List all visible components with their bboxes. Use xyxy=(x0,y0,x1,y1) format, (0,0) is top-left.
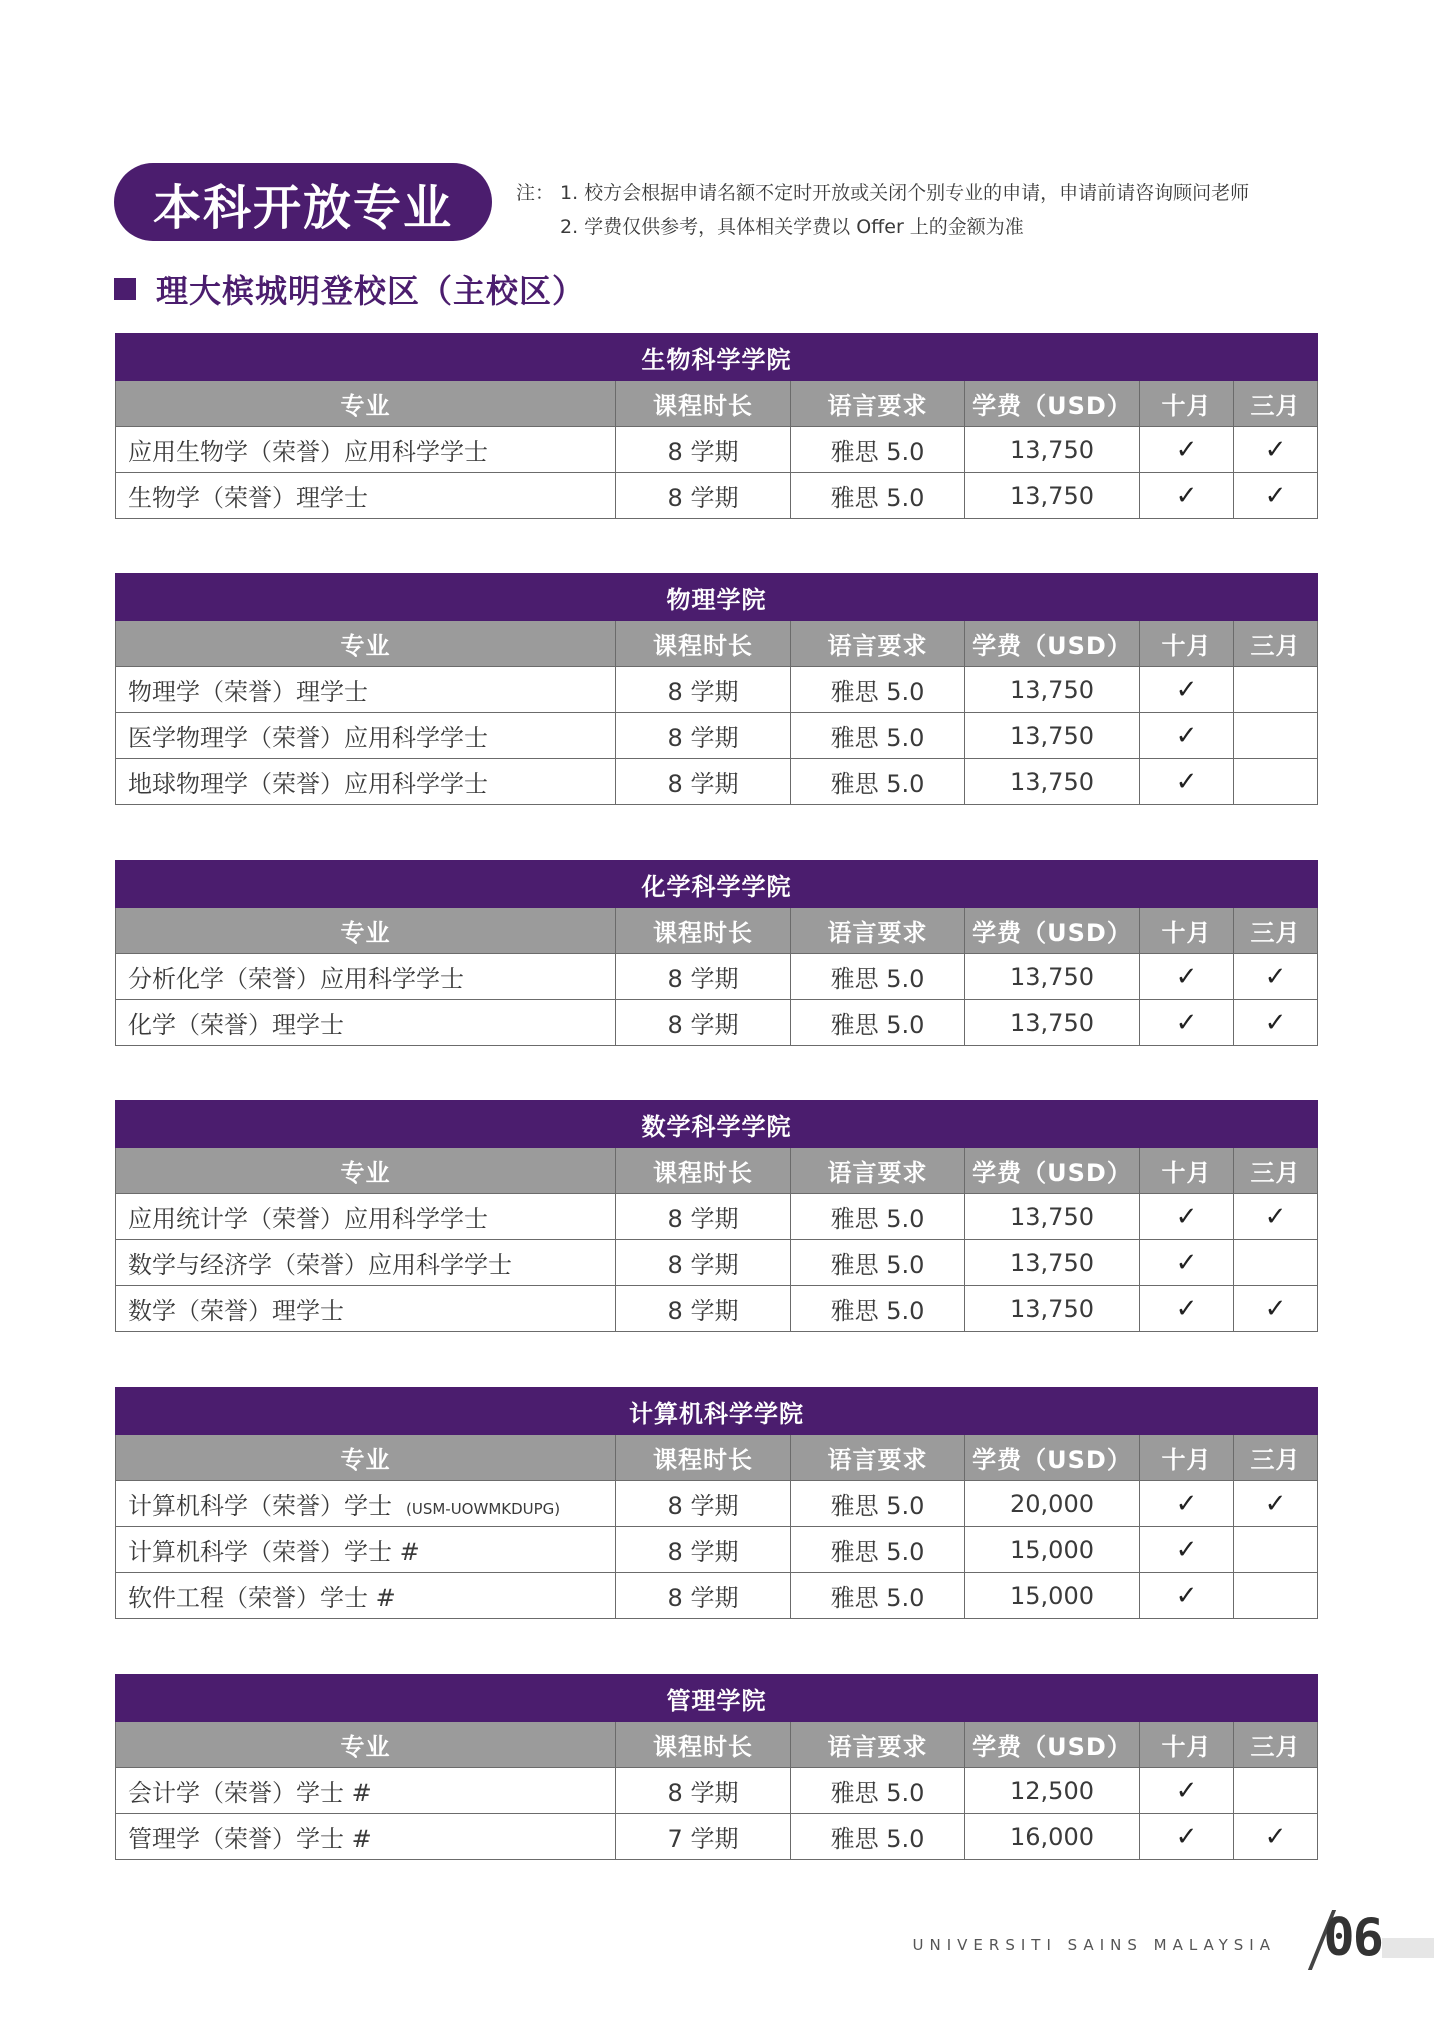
square-bullet-icon xyxy=(114,278,136,300)
table-row xyxy=(116,713,1318,759)
major-cell xyxy=(116,1240,616,1286)
october-intake-check-icon: ✓ xyxy=(1140,1000,1234,1046)
fee-cell: 13,750 xyxy=(965,713,1140,759)
table-header-row xyxy=(116,1435,1318,1481)
column-header-fee: 学费（USD） xyxy=(965,1435,1140,1481)
fee-cell: 15,000 xyxy=(965,1527,1140,1573)
major-name: 分析化学（荣誉）应用科学学士 xyxy=(128,965,464,993)
duration-cell: 8 学期 xyxy=(616,1481,791,1527)
major-cell xyxy=(116,667,616,713)
major-name: 医学物理学（荣誉）应用科学学士 xyxy=(128,724,488,752)
table-row xyxy=(116,1481,1318,1527)
fee-cell: 13,750 xyxy=(965,1240,1140,1286)
column-header-fee: 学费（USD） xyxy=(965,621,1140,667)
major-cell xyxy=(116,1768,616,1814)
october-intake-check-icon: ✓ xyxy=(1140,713,1234,759)
october-intake-check-icon: ✓ xyxy=(1140,1194,1234,1240)
duration-cell: 8 学期 xyxy=(616,713,791,759)
march-intake-check-icon xyxy=(1234,759,1318,805)
fee-cell: 20,000 xyxy=(965,1481,1140,1527)
major-cell xyxy=(116,713,616,759)
october-intake-check-icon: ✓ xyxy=(1140,1286,1234,1332)
column-header-duration: 课程时长 xyxy=(616,908,791,954)
column-header-major: 专业 xyxy=(116,1722,616,1768)
footer xyxy=(912,1904,1434,1974)
column-header-language: 语言要求 xyxy=(791,1722,965,1768)
march-intake-check-icon: ✓ xyxy=(1234,954,1318,1000)
october-intake-check-icon: ✓ xyxy=(1140,667,1234,713)
table-row xyxy=(116,427,1318,473)
major-name: 生物学（荣誉）理学士 xyxy=(128,484,368,512)
duration-cell: 8 学期 xyxy=(616,667,791,713)
column-header-major: 专业 xyxy=(116,381,616,427)
language-cell: 雅思 5.0 xyxy=(791,1481,965,1527)
major-cell xyxy=(116,1286,616,1332)
column-header-language: 语言要求 xyxy=(791,908,965,954)
language-cell: 雅思 5.0 xyxy=(791,954,965,1000)
language-cell: 雅思 5.0 xyxy=(791,1000,965,1046)
column-header-major: 专业 xyxy=(116,621,616,667)
major-cell xyxy=(116,1000,616,1046)
major-name: 管理学（荣誉）学士 # xyxy=(128,1825,372,1853)
column-header-mar: 三月 xyxy=(1234,1435,1318,1481)
school-name: 生物科学学院 xyxy=(116,334,1318,381)
table-row xyxy=(116,1194,1318,1240)
column-header-fee: 学费（USD） xyxy=(965,1722,1140,1768)
march-intake-check-icon: ✓ xyxy=(1234,1814,1318,1860)
october-intake-check-icon: ✓ xyxy=(1140,1814,1234,1860)
fee-cell: 13,750 xyxy=(965,954,1140,1000)
school-name: 管理学院 xyxy=(116,1675,1318,1722)
duration-cell: 8 学期 xyxy=(616,954,791,1000)
column-header-major: 专业 xyxy=(116,1148,616,1194)
duration-cell: 7 学期 xyxy=(616,1814,791,1860)
school-name: 计算机科学学院 xyxy=(116,1388,1318,1435)
column-header-language: 语言要求 xyxy=(791,381,965,427)
october-intake-check-icon: ✓ xyxy=(1140,1768,1234,1814)
duration-cell: 8 学期 xyxy=(616,759,791,805)
school-table xyxy=(115,1674,1318,1860)
language-cell: 雅思 5.0 xyxy=(791,1286,965,1332)
column-header-mar: 三月 xyxy=(1234,908,1318,954)
fee-cell: 12,500 xyxy=(965,1768,1140,1814)
language-cell: 雅思 5.0 xyxy=(791,1240,965,1286)
table-row xyxy=(116,954,1318,1000)
column-header-duration: 课程时长 xyxy=(616,1722,791,1768)
march-intake-check-icon: ✓ xyxy=(1234,427,1318,473)
school-table xyxy=(115,333,1318,519)
fee-cell: 13,750 xyxy=(965,1286,1140,1332)
table-header-row xyxy=(116,1722,1318,1768)
duration-cell: 8 学期 xyxy=(616,1000,791,1046)
major-name: 应用生物学（荣誉）应用科学学士 xyxy=(128,438,488,466)
table-header-row xyxy=(116,908,1318,954)
major-name: 计算机科学（荣誉）学士 xyxy=(128,1492,392,1520)
major-cell xyxy=(116,1573,616,1619)
campus-title: 理大槟城明登校区（主校区） xyxy=(156,272,586,310)
fee-cell: 13,750 xyxy=(965,473,1140,519)
column-header-mar: 三月 xyxy=(1234,1148,1318,1194)
table-row xyxy=(116,473,1318,519)
major-cell xyxy=(116,954,616,1000)
october-intake-check-icon: ✓ xyxy=(1140,759,1234,805)
duration-cell: 8 学期 xyxy=(616,473,791,519)
language-cell: 雅思 5.0 xyxy=(791,1527,965,1573)
school-table xyxy=(115,1387,1318,1619)
language-cell: 雅思 5.0 xyxy=(791,473,965,519)
major-cell xyxy=(116,1194,616,1240)
language-cell: 雅思 5.0 xyxy=(791,667,965,713)
column-header-language: 语言要求 xyxy=(791,1435,965,1481)
table-row xyxy=(116,667,1318,713)
column-header-duration: 课程时长 xyxy=(616,381,791,427)
column-header-fee: 学费（USD） xyxy=(965,908,1140,954)
table-row xyxy=(116,759,1318,805)
major-name: 地球物理学（荣誉）应用科学学士 xyxy=(128,770,488,798)
major-name: 数学（荣誉）理学士 xyxy=(128,1297,344,1325)
march-intake-check-icon xyxy=(1234,1573,1318,1619)
column-header-duration: 课程时长 xyxy=(616,1148,791,1194)
note-1: 1. 校方会根据申请名额不定时开放或关闭个别专业的申请，申请前请咨询顾问老师 xyxy=(560,182,1250,204)
notes xyxy=(516,176,1249,244)
table-row xyxy=(116,1527,1318,1573)
table-header-row xyxy=(116,621,1318,667)
table-row xyxy=(116,1000,1318,1046)
major-cell xyxy=(116,473,616,519)
language-cell: 雅思 5.0 xyxy=(791,1814,965,1860)
october-intake-check-icon: ✓ xyxy=(1140,954,1234,1000)
language-cell: 雅思 5.0 xyxy=(791,1573,965,1619)
footer-bar xyxy=(1382,1938,1434,1958)
duration-cell: 8 学期 xyxy=(616,1573,791,1619)
duration-cell: 8 学期 xyxy=(616,1240,791,1286)
column-header-oct: 十月 xyxy=(1140,908,1234,954)
duration-cell: 8 学期 xyxy=(616,427,791,473)
column-header-mar: 三月 xyxy=(1234,381,1318,427)
table-row xyxy=(116,1814,1318,1860)
language-cell: 雅思 5.0 xyxy=(791,1768,965,1814)
fee-cell: 13,750 xyxy=(965,1000,1140,1046)
major-name: 计算机科学（荣誉）学士 # xyxy=(128,1538,420,1566)
march-intake-check-icon: ✓ xyxy=(1234,1286,1318,1332)
table-row xyxy=(116,1286,1318,1332)
march-intake-check-icon: ✓ xyxy=(1234,1194,1318,1240)
major-name: 软件工程（荣誉）学士 # xyxy=(128,1584,396,1612)
column-header-language: 语言要求 xyxy=(791,621,965,667)
school-table xyxy=(115,573,1318,805)
march-intake-check-icon: ✓ xyxy=(1234,1000,1318,1046)
column-header-oct: 十月 xyxy=(1140,381,1234,427)
column-header-major: 专业 xyxy=(116,908,616,954)
march-intake-check-icon: ✓ xyxy=(1234,473,1318,519)
page-number: 06 xyxy=(1323,1908,1382,1968)
march-intake-check-icon xyxy=(1234,667,1318,713)
fee-cell: 13,750 xyxy=(965,667,1140,713)
major-cell xyxy=(116,1481,616,1527)
major-name: 化学（荣誉）理学士 xyxy=(128,1011,344,1039)
column-header-major: 专业 xyxy=(116,1435,616,1481)
language-cell: 雅思 5.0 xyxy=(791,1194,965,1240)
table-header-row xyxy=(116,1148,1318,1194)
note-2: 2. 学费仅供参考，具体相关学费以 Offer 上的金额为准 xyxy=(560,216,1024,238)
university-name: UNIVERSITI SAINS MALAYSIA xyxy=(912,1936,1276,1954)
column-header-fee: 学费（USD） xyxy=(965,1148,1140,1194)
campus-heading xyxy=(114,268,585,310)
major-code: (USM-UOWMKDUPG) xyxy=(406,1500,561,1518)
column-header-oct: 十月 xyxy=(1140,621,1234,667)
language-cell: 雅思 5.0 xyxy=(791,759,965,805)
fee-cell: 16,000 xyxy=(965,1814,1140,1860)
october-intake-check-icon: ✓ xyxy=(1140,1527,1234,1573)
fee-cell: 13,750 xyxy=(965,759,1140,805)
major-name: 物理学（荣誉）理学士 xyxy=(128,678,368,706)
column-header-oct: 十月 xyxy=(1140,1722,1234,1768)
notes-label: 注： xyxy=(516,182,555,204)
major-cell xyxy=(116,1527,616,1573)
october-intake-check-icon: ✓ xyxy=(1140,427,1234,473)
duration-cell: 8 学期 xyxy=(616,1194,791,1240)
october-intake-check-icon: ✓ xyxy=(1140,1481,1234,1527)
table-header-row xyxy=(116,381,1318,427)
major-name: 应用统计学（荣誉）应用科学学士 xyxy=(128,1205,488,1233)
column-header-duration: 课程时长 xyxy=(616,621,791,667)
duration-cell: 8 学期 xyxy=(616,1768,791,1814)
march-intake-check-icon xyxy=(1234,1240,1318,1286)
march-intake-check-icon: ✓ xyxy=(1234,1481,1318,1527)
column-header-fee: 学费（USD） xyxy=(965,381,1140,427)
duration-cell: 8 学期 xyxy=(616,1527,791,1573)
column-header-duration: 课程时长 xyxy=(616,1435,791,1481)
table-row xyxy=(116,1573,1318,1619)
school-table xyxy=(115,1100,1318,1332)
school-name: 化学科学学院 xyxy=(116,861,1318,908)
major-name: 数学与经济学（荣誉）应用科学学士 xyxy=(128,1251,512,1279)
october-intake-check-icon: ✓ xyxy=(1140,473,1234,519)
major-cell xyxy=(116,759,616,805)
march-intake-check-icon xyxy=(1234,1527,1318,1573)
major-cell xyxy=(116,1814,616,1860)
table-row xyxy=(116,1768,1318,1814)
column-header-mar: 三月 xyxy=(1234,1722,1318,1768)
march-intake-check-icon xyxy=(1234,713,1318,759)
fee-cell: 13,750 xyxy=(965,1194,1140,1240)
major-cell xyxy=(116,427,616,473)
column-header-oct: 十月 xyxy=(1140,1435,1234,1481)
page-title: 本科开放专业 xyxy=(114,163,492,241)
duration-cell: 8 学期 xyxy=(616,1286,791,1332)
column-header-language: 语言要求 xyxy=(791,1148,965,1194)
october-intake-check-icon: ✓ xyxy=(1140,1573,1234,1619)
school-name: 物理学院 xyxy=(116,574,1318,621)
table-row xyxy=(116,1240,1318,1286)
language-cell: 雅思 5.0 xyxy=(791,427,965,473)
column-header-mar: 三月 xyxy=(1234,621,1318,667)
october-intake-check-icon: ✓ xyxy=(1140,1240,1234,1286)
school-table xyxy=(115,860,1318,1046)
language-cell: 雅思 5.0 xyxy=(791,713,965,759)
school-name: 数学科学学院 xyxy=(116,1101,1318,1148)
major-name: 会计学（荣誉）学士 # xyxy=(128,1779,372,1807)
fee-cell: 15,000 xyxy=(965,1573,1140,1619)
fee-cell: 13,750 xyxy=(965,427,1140,473)
march-intake-check-icon xyxy=(1234,1768,1318,1814)
column-header-oct: 十月 xyxy=(1140,1148,1234,1194)
